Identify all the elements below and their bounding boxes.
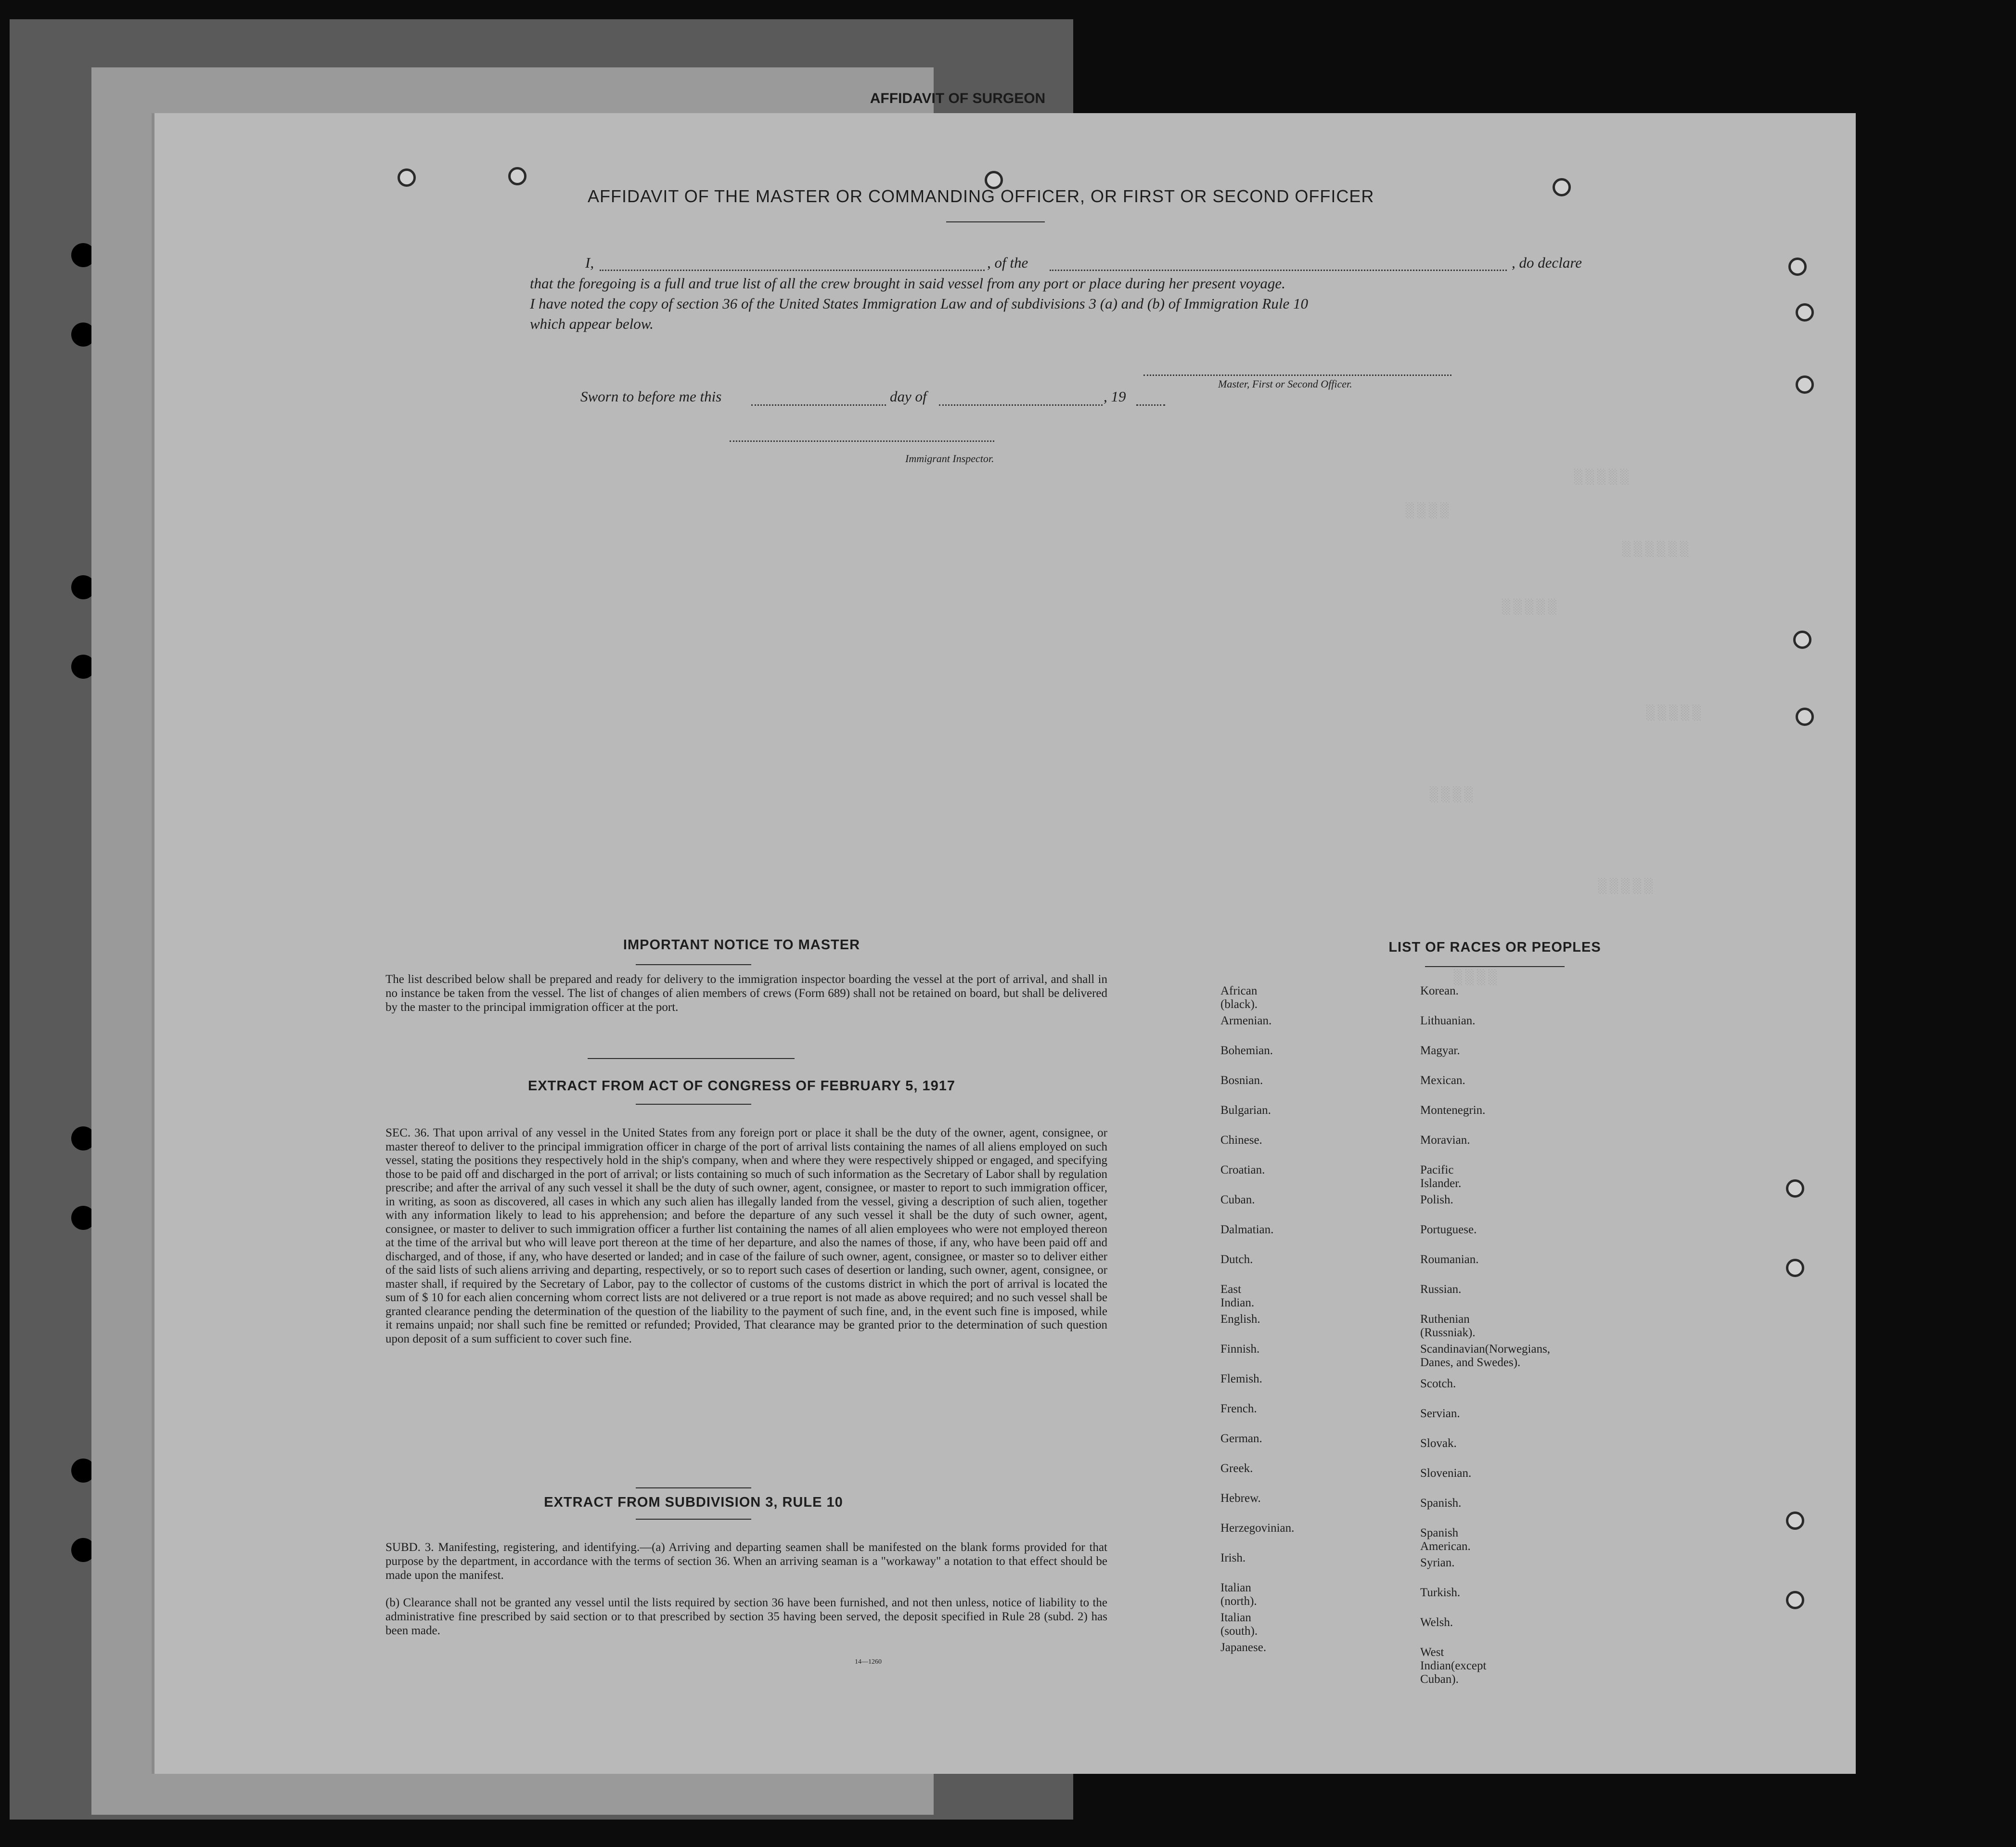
- race-item: African (black).: [1220, 984, 1258, 1011]
- ghost-text: ░░░░░░: [1622, 542, 1692, 558]
- race-item: Scotch.: [1420, 1377, 1456, 1390]
- race-item: Slovak.: [1420, 1437, 1457, 1450]
- ghost-text: ░░░░░: [1574, 469, 1632, 486]
- race-item: Slovenian.: [1420, 1467, 1472, 1480]
- punch-hole: [1796, 375, 1814, 394]
- sworn-month-field[interactable]: [939, 404, 1103, 406]
- manifest-page: [152, 113, 1856, 1774]
- race-item: Magyar.: [1420, 1044, 1460, 1057]
- race-item: Cuban.: [1220, 1193, 1255, 1206]
- race-item: Hebrew.: [1220, 1492, 1261, 1505]
- race-item: Mexican.: [1420, 1074, 1465, 1087]
- vessel-field[interactable]: [1050, 270, 1507, 271]
- punch-hole: [1796, 708, 1814, 726]
- punch-hole: [1786, 1259, 1804, 1277]
- punch-hole: [1788, 258, 1807, 276]
- affidavit-title: AFFIDAVIT OF THE MASTER OR COMMANDING OFFICER, OR FIRST OR SECOND OFFICER: [588, 186, 1374, 206]
- sworn-prefix: Sworn to before me this: [580, 388, 722, 405]
- race-item: Ruthenian (Russniak).: [1420, 1313, 1476, 1339]
- ghost-text: ░░░░: [1454, 970, 1501, 986]
- race-item: French.: [1220, 1402, 1257, 1415]
- race-item: Finnish.: [1220, 1343, 1260, 1356]
- race-item: Syrian.: [1420, 1556, 1455, 1569]
- rule-body-b: (b) Clearance shall not be granted any vessel until the lists required by section 36 have been furnished, and not then unless, notice of liability to the administrative fine prescribed by said section or to that prescribed by section 35 having been served, the deposit specified in Rule 28 (subd. 2) has been made.: [385, 1596, 1107, 1637]
- race-item: Italian (south).: [1220, 1611, 1258, 1638]
- notice-title: IMPORTANT NOTICE TO MASTER: [623, 937, 860, 953]
- punch-hole: [1793, 631, 1811, 649]
- race-item: West Indian(except Cuban).: [1420, 1646, 1487, 1686]
- punch-hole: [1786, 1179, 1804, 1198]
- race-item: Armenian.: [1220, 1014, 1272, 1027]
- ghost-text: ░░░░: [1406, 503, 1452, 519]
- ghost-text: ░░░░: [1430, 787, 1477, 803]
- sworn-year: , 19: [1104, 388, 1126, 405]
- declaration-declare: , do declare: [1512, 254, 1582, 271]
- race-item: Bulgarian.: [1220, 1104, 1271, 1117]
- races-title: LIST OF RACES OR PEOPLES: [1388, 940, 1601, 955]
- race-item: Pacific Islander.: [1420, 1163, 1462, 1190]
- declaration-i: I,: [585, 254, 594, 271]
- sworn-year-field[interactable]: [1136, 404, 1165, 406]
- punch-hole: [1786, 1511, 1804, 1530]
- declaration-line-2: that the foregoing is a full and true list of all the crew brought in said vessel from any port or place during her present voyage.: [530, 275, 1285, 292]
- race-item: Korean.: [1420, 984, 1459, 997]
- punch-hole: [1786, 1591, 1804, 1609]
- race-item: Montenegrin.: [1420, 1104, 1486, 1117]
- ghost-text: ░░░░░: [1502, 599, 1560, 616]
- race-item: Spanish American.: [1420, 1526, 1471, 1553]
- notice-underline: [636, 964, 751, 965]
- race-item: Welsh.: [1420, 1616, 1453, 1629]
- ghost-text: ░░░░░: [1598, 878, 1656, 895]
- act-title: EXTRACT FROM ACT OF CONGRESS OF FEBRUARY 5, 1917: [527, 1078, 956, 1094]
- race-item: Russian.: [1420, 1283, 1462, 1296]
- section-divider: [588, 1058, 795, 1059]
- declaration-line-3: I have noted the copy of section 36 of the United States Immigration Law and of subdivisions 3 (a) and (b) of Immigration Rule 10: [530, 295, 1308, 312]
- race-item: Greek.: [1220, 1462, 1253, 1475]
- rule-body-a: SUBD. 3. Manifesting, registering, and identifying.—(a) Arriving and departing seamen shall be manifested on the blank forms provided for that purpose by the department, in accordance with the terms of section 36. When an arriving seaman is a "workaway" a notation to that effect should be made upon the manifest.: [385, 1541, 1107, 1582]
- title-underline: [946, 221, 1045, 222]
- rule-underline: [636, 1519, 751, 1520]
- notice-body: The list described below shall be prepared and ready for delivery to the immigration inspector boarding the vessel at the port of arrival, and shall in no instance be taken from the vessel. The list of changes of alien members of crews (Form 689) shall not be retained on board, but shall be delivered by the master to the principal immigration officer at the port.: [385, 973, 1107, 1014]
- race-item: Spanish.: [1420, 1497, 1462, 1510]
- race-item: Lithuanian.: [1420, 1014, 1476, 1027]
- master-caption: Master, First or Second Officer.: [1218, 378, 1352, 390]
- race-item: English.: [1220, 1313, 1260, 1326]
- punch-hole: [398, 168, 416, 187]
- race-item: Dalmatian.: [1220, 1223, 1274, 1236]
- race-item: Roumanian.: [1420, 1253, 1479, 1266]
- race-item: Japanese.: [1220, 1641, 1267, 1654]
- inspector-signature-field[interactable]: [730, 440, 994, 442]
- inspector-caption: Immigrant Inspector.: [905, 452, 994, 465]
- declaration-of-the: , of the: [987, 254, 1028, 271]
- race-item: Bohemian.: [1220, 1044, 1273, 1057]
- race-item: Flemish.: [1220, 1372, 1262, 1385]
- punch-hole: [1553, 178, 1571, 196]
- race-item: Dutch.: [1220, 1253, 1253, 1266]
- declaration-line-4: which appear below.: [530, 315, 654, 332]
- race-item: Herzegovinian.: [1220, 1522, 1295, 1535]
- races-underline: [1425, 966, 1565, 967]
- race-item: Chinese.: [1220, 1134, 1262, 1147]
- race-item: Scandinavian(Norwegians, Danes, and Swedes).: [1420, 1343, 1551, 1369]
- form-number: 14—1260: [855, 1658, 882, 1666]
- race-item: Croatian.: [1220, 1163, 1265, 1176]
- race-item: German.: [1220, 1432, 1262, 1445]
- race-item: Servian.: [1420, 1407, 1460, 1420]
- race-item: East Indian.: [1220, 1283, 1255, 1309]
- act-body: SEC. 36. That upon arrival of any vessel in the United States from any foreign port or place it shall be the duty of the owner, agent, consignee, or master thereof to deliver to the principal immigration officer in charge of the port of arrival lists containing the names of all aliens employed on such vessel, stating the positions they respectively hold in the ship's company, when and where they were respectively shipped or engaged, and specifying those to be paid off and discharged in the port of arrival; or lists containing so much of such information as the Secretary of Labor shall by regulation prescribe; and after the arrival of any such vessel it shall be the duty of such owner, agent, consignee, or master to report to such immigration officer, in writing, as soon as discovered, all cases in which any such alien has illegally landed from the vessel, giving a description of such alien, together with any information likely to lead to his apprehension; and before the departure of any such vessel it shall be the duty of such owner, agent, consignee, or master to deliver to such immigration officer a further list containing the names of all alien employees who were not employed thereon at the time of the arrival but who will leave port thereon at the time of her departure, and also the names of those, if any, who have been paid off and discharged, and of those, if any, who have deserted or landed; and in case of the failure of such owner, agent, consignee, or master so to deliver either of the said lists of such aliens arriving and departing, respectively, or so to report such cases of desertion or landing, such owner, agent, consignee, or master shall, if required by the Secretary of Labor, pay to the collector of customs of the customs district in which the port of arrival is located the sum of $ 10 for each alien concerning whom correct lists are not delivered or a true report is not made as above required; and no such vessel shall be granted clearance pending the determination of the question of the liability to the payment of such fine, and, in the event such fine is imposed, while it remains unpaid; nor shall such fine be remitted or refunded; Provided, That clearance may be granted prior to the determination of such question upon deposit of a sum sufficient to cover such fine.: [385, 1126, 1107, 1345]
- race-item: Bosnian.: [1220, 1074, 1263, 1087]
- race-item: Turkish.: [1420, 1586, 1461, 1599]
- sworn-day-of: day of: [890, 388, 927, 405]
- surgeon-affidavit-label: AFFIDAVIT OF SURGEON: [870, 90, 1046, 106]
- section-divider: [636, 1487, 751, 1488]
- sworn-day-field[interactable]: [751, 404, 886, 406]
- race-item: Polish.: [1420, 1193, 1453, 1206]
- punch-hole: [508, 167, 526, 185]
- act-underline: [636, 1104, 751, 1105]
- punch-hole: [1796, 303, 1814, 322]
- ghost-text: ░░░░░: [1646, 705, 1705, 722]
- name-field[interactable]: [600, 270, 985, 271]
- race-item: Italian (north).: [1220, 1581, 1257, 1608]
- race-item: Moravian.: [1420, 1134, 1470, 1147]
- race-item: Irish.: [1220, 1551, 1246, 1564]
- rule-title: EXTRACT FROM SUBDIVISION 3, RULE 10: [544, 1495, 843, 1510]
- race-item: Portuguese.: [1420, 1223, 1477, 1236]
- master-signature-field[interactable]: [1143, 375, 1451, 376]
